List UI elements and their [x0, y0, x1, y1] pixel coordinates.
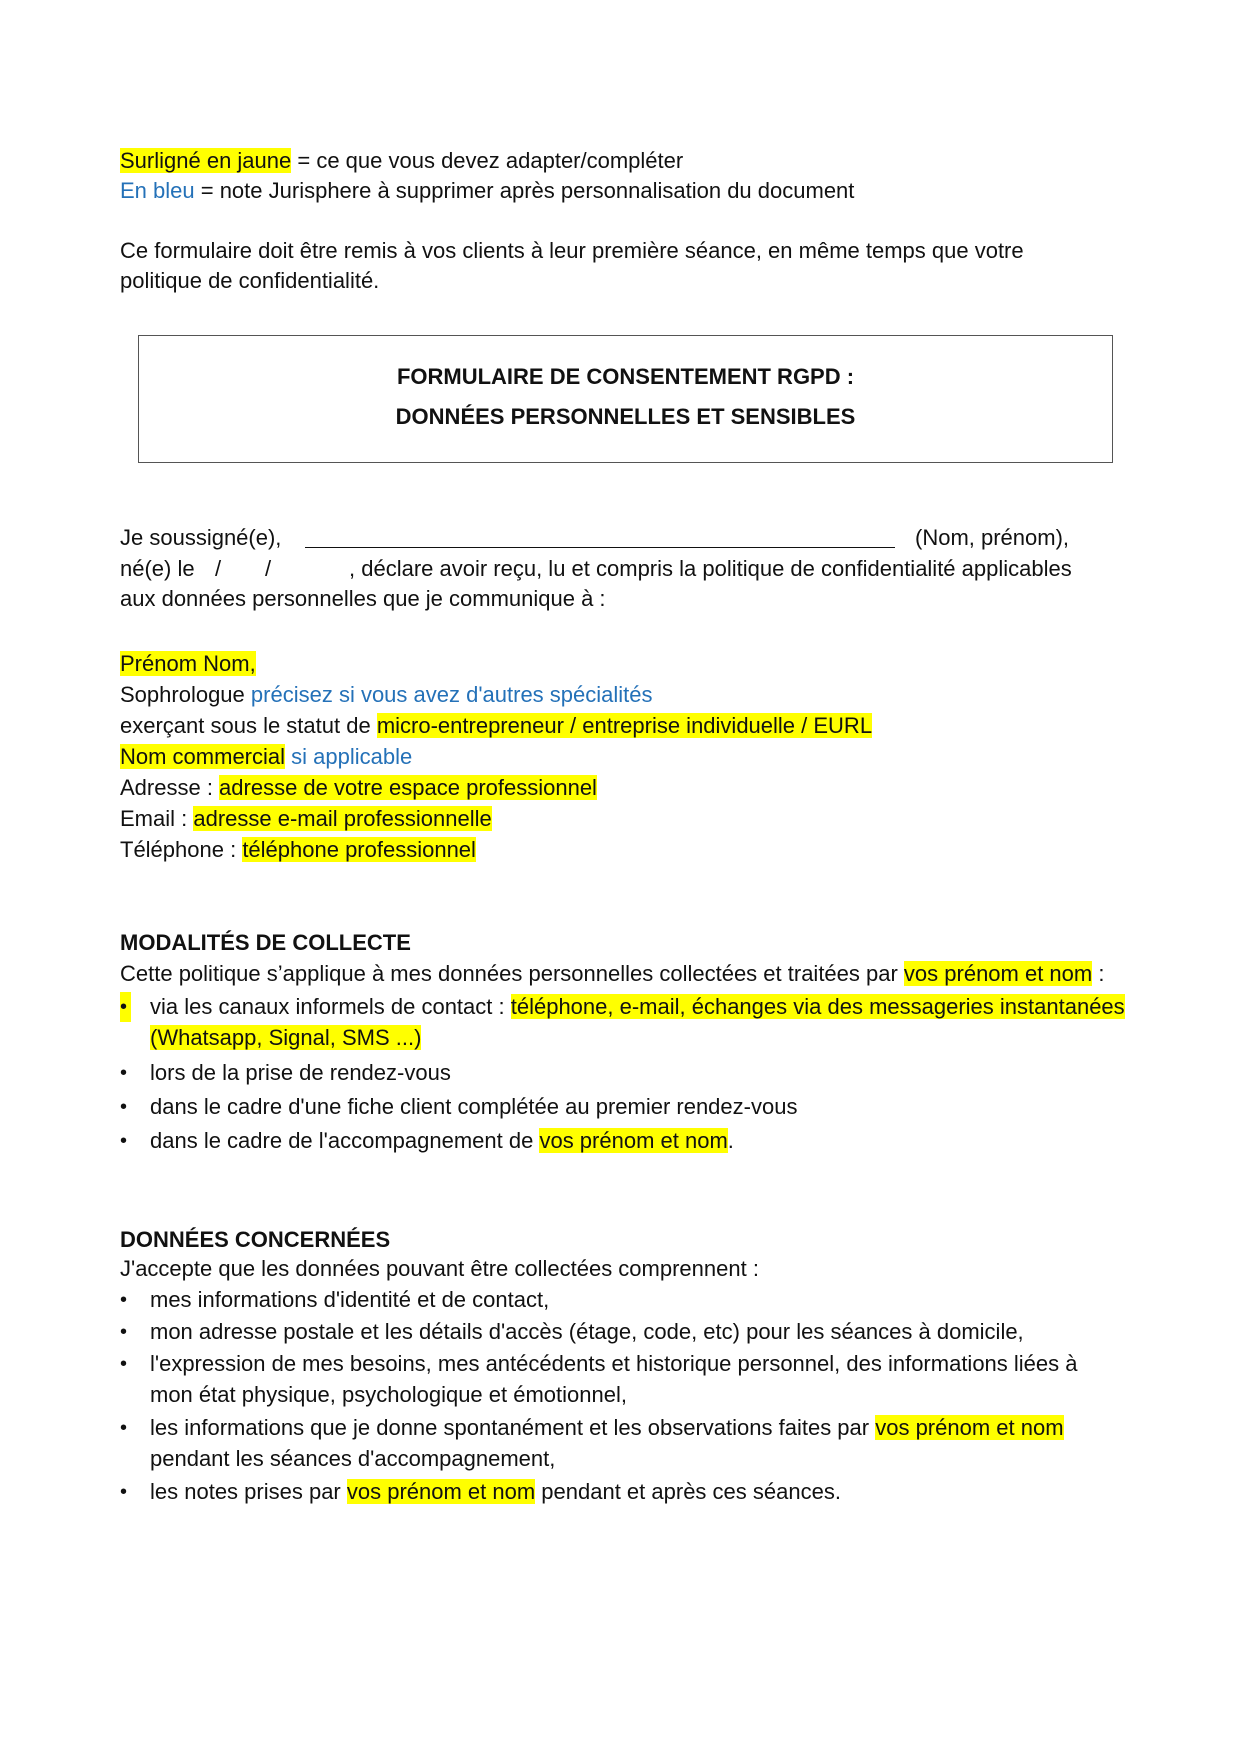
donnees-bullet-3: • l'expression de mes besoins, mes antécédents et historique personnel, des informations liées à mon état physique, psychologique et émotionnel,: [120, 1351, 1078, 1407]
trade-name-note: si applicable: [285, 744, 413, 769]
phone-value: téléphone professionnel: [242, 837, 476, 862]
donnees-heading: DONNÉES CONCERNÉES: [120, 1227, 391, 1252]
collecte-bullet-1: • via les canaux informels de contact : téléphone, e-mail, échanges via des messageries instantanées (Whatsapp, Signal, SMS ...): [120, 994, 1125, 1050]
collecte-bullet-3: • dans le cadre d'une fiche client complétée au premier rendez-vous: [120, 1092, 1130, 1122]
practitioner-trade-name: Nom commercial si applicable: [120, 744, 413, 769]
declaration-start: Je soussigné(e),: [120, 525, 282, 550]
practitioner-status: exerçant sous le statut de micro-entrepreneur / entreprise individuelle / EURL: [120, 713, 873, 738]
collecte-intro: Cette politique s’applique à mes données personnelles collectées et traitées par vos prénom et nom :: [120, 961, 1105, 986]
bullet-marker: •: [120, 992, 131, 1022]
donnees-bullet-5: • les notes prises par vos prénom et nom pendant et après ces séances.: [120, 1477, 1130, 1507]
bullet-marker: •: [120, 1096, 128, 1118]
legend-yellow-text: = ce que vous devez adapter/compléter: [291, 148, 684, 173]
name-blank-field[interactable]: [305, 547, 895, 548]
practitioner-address: Adresse : adresse de votre espace professionnel: [120, 775, 597, 800]
form-title: FORMULAIRE DE CONSENTEMENT RGPD :: [396, 364, 855, 389]
bullet-marker: •: [120, 1321, 128, 1343]
donnees-intro: J'accepte que les données pouvant être collectées comprennent :: [120, 1256, 759, 1281]
declaration-receipt: , déclare avoir reçu, lu et compris la politique de confidentialité applicables: [349, 556, 1072, 581]
declaration-line-2: [120, 554, 1130, 584]
legend-yellow: [120, 146, 683, 176]
bullet-marker: •: [120, 1481, 128, 1503]
bullet-marker: •: [120, 1289, 128, 1311]
profession-note: précisez si vous avez d'autres spécialités: [250, 682, 653, 707]
intro-line-1: Ce formulaire doit être remis à vos clients à leur première séance, en même temps que votre: [120, 238, 1024, 263]
practitioner-name: Prénom Nom,: [120, 651, 256, 676]
donnees-bullet-2: • mon adresse postale et les détails d'accès (étage, code, etc) pour les séances à domicile,: [120, 1317, 1130, 1347]
practitioner-phone: Téléphone : téléphone professionnel: [120, 837, 476, 862]
donnees-bullet-4: • les informations que je donne spontanément et les observations faites par vos prénom et nom pendant les séances d'accompagnement,: [120, 1415, 1064, 1471]
title-box: [138, 335, 1113, 463]
legend-blue-label: En bleu: [120, 178, 195, 203]
collecte-bullet-4: • dans le cadre de l'accompagnement de vos prénom et nom.: [120, 1126, 1130, 1156]
intro-line-2: politique de confidentialité.: [120, 268, 380, 293]
status-value: micro-entrepreneur / entreprise individuelle / EURL: [376, 713, 873, 738]
declaration-line-3: aux données personnelles que je communique à :: [120, 586, 606, 611]
donnees-bullet-1: • mes informations d'identité et de contact,: [120, 1285, 1130, 1315]
form-subtitle: DONNÉES PERSONNELLES ET SENSIBLES: [395, 404, 856, 429]
legend-blue-text: = note Jurisphere à supprimer après personnalisation du document: [194, 178, 855, 203]
declaration-name-hint: (Nom, prénom),: [915, 525, 1070, 550]
birth-label: né(e) le: [120, 556, 195, 581]
practitioner-profession: Sophrologue précisez si vous avez d'autres spécialités: [120, 682, 653, 707]
date-slash-1: /: [215, 556, 222, 581]
legend-blue: [120, 176, 854, 206]
address-value: adresse de votre espace professionnel: [219, 775, 597, 800]
date-slash-2: /: [265, 556, 272, 581]
bullet-marker: •: [120, 1062, 128, 1084]
email-value: adresse e-mail professionnelle: [193, 806, 492, 831]
bullet-marker: •: [120, 1417, 128, 1439]
collecte-heading: MODALITÉS DE COLLECTE: [120, 930, 411, 955]
legend-yellow-label: Surligné en jaune: [120, 148, 292, 173]
practitioner-email: Email : adresse e-mail professionnelle: [120, 806, 492, 831]
collecte-bullet-2: • lors de la prise de rendez-vous: [120, 1058, 1130, 1088]
declaration-line-1: [120, 523, 1130, 553]
bullet-marker: •: [120, 1130, 128, 1152]
bullet-marker: •: [120, 1353, 128, 1375]
